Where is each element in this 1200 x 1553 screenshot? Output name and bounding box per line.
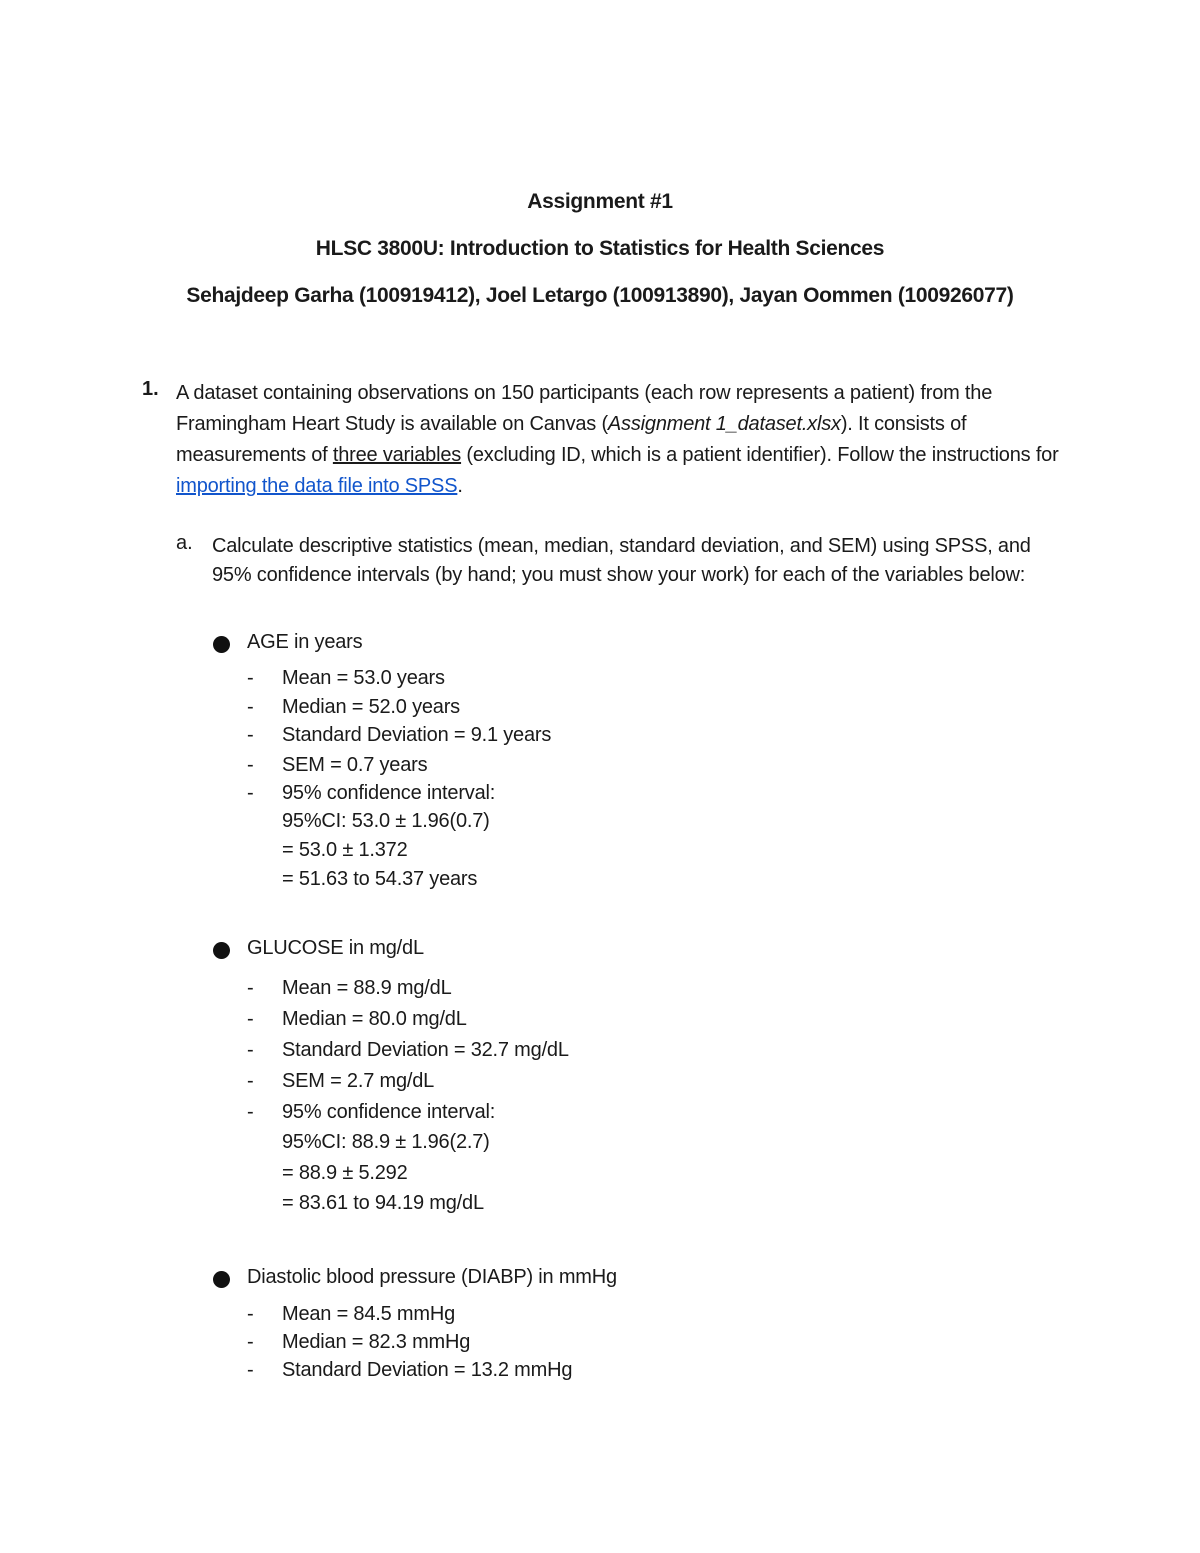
dash-icon: - xyxy=(247,724,254,746)
question-text-part: ). It consists of measurements of xyxy=(176,413,967,466)
dash-icon: - xyxy=(247,1008,254,1030)
part-a-text: Calculate descriptive statistics (mean, median, standard deviation, and SEM) using SPSS, and 95% confidence intervals (by hand; you must show your work) for each of the variables below: xyxy=(212,535,1031,586)
bullet-icon xyxy=(213,636,230,653)
dataset-filename: Assignment 1_dataset.xlsx xyxy=(607,413,841,435)
dash-icon: - xyxy=(247,1070,254,1092)
glucose-sd: Standard Deviation = 32.7 mg/dL xyxy=(282,1039,569,1061)
age-ci-line: 95%CI: 53.0 ± 1.96(0.7) xyxy=(282,810,490,832)
age-ci-line: = 53.0 ± 1.372 xyxy=(282,839,408,861)
dash-icon: - xyxy=(247,782,254,804)
dash-icon: - xyxy=(247,1359,254,1381)
dash-icon: - xyxy=(247,977,254,999)
assignment-title: Assignment #1 xyxy=(527,190,673,213)
age-sd: Standard Deviation = 9.1 years xyxy=(282,724,552,746)
glucose-ci-line: = 83.61 to 94.19 mg/dL xyxy=(282,1192,484,1214)
age-mean: Mean = 53.0 years xyxy=(282,667,445,689)
question-text-part: (excluding ID, which is a patient identifier). Follow the instructions for xyxy=(461,444,1059,466)
bullet-icon xyxy=(213,942,230,959)
dash-icon: - xyxy=(247,1303,254,1325)
question-text-part: . xyxy=(457,475,463,497)
dash-icon: - xyxy=(247,1331,254,1353)
dash-icon: - xyxy=(247,1101,254,1123)
question-text-part: A dataset containing observations on 150 participants (each row represents a patient) from the Framingham Heart Study is available on Canvas ( xyxy=(176,382,993,435)
glucose-sem: SEM = 2.7 mg/dL xyxy=(282,1070,435,1092)
bullet-icon xyxy=(213,1271,230,1288)
dash-icon: - xyxy=(247,754,254,776)
glucose-ci-label: 95% confidence interval: xyxy=(282,1101,496,1123)
course-title: HLSC 3800U: Introduction to Statistics for Health Sciences xyxy=(315,237,885,260)
question-number: 1. xyxy=(142,378,159,400)
question-text xyxy=(176,378,1076,502)
age-ci-label: 95% confidence interval: xyxy=(282,782,496,804)
diabp-title: Diastolic blood pressure (DIABP) in mmHg xyxy=(247,1266,617,1288)
diabp-mean: Mean = 84.5 mmHg xyxy=(282,1303,455,1325)
age-ci-line: = 51.63 to 54.37 years xyxy=(282,868,478,890)
dash-icon: - xyxy=(247,667,254,689)
glucose-ci-line: = 88.9 ± 5.292 xyxy=(282,1162,408,1184)
age-sem: SEM = 0.7 years xyxy=(282,754,428,776)
glucose-ci-line: 95%CI: 88.9 ± 1.96(2.7) xyxy=(282,1131,490,1153)
glucose-median: Median = 80.0 mg/dL xyxy=(282,1008,467,1030)
age-median: Median = 52.0 years xyxy=(282,696,460,718)
authors-line: Sehajdeep Garha (100919412), Joel Letargo (100913890), Jayan Oommen (100926077) xyxy=(186,284,1014,307)
part-a-label: a. xyxy=(176,532,193,554)
glucose-mean: Mean = 88.9 mg/dL xyxy=(282,977,452,999)
three-variables-underline: three variables xyxy=(332,444,462,466)
dash-icon: - xyxy=(247,696,254,718)
dash-icon: - xyxy=(247,1039,254,1061)
diabp-sd: Standard Deviation = 13.2 mmHg xyxy=(282,1359,573,1381)
age-title: AGE in years xyxy=(247,631,363,653)
glucose-title: GLUCOSE in mg/dL xyxy=(247,937,424,959)
import-spss-link[interactable]: importing the data file into SPSS xyxy=(176,475,458,497)
diabp-median: Median = 82.3 mmHg xyxy=(282,1331,471,1353)
